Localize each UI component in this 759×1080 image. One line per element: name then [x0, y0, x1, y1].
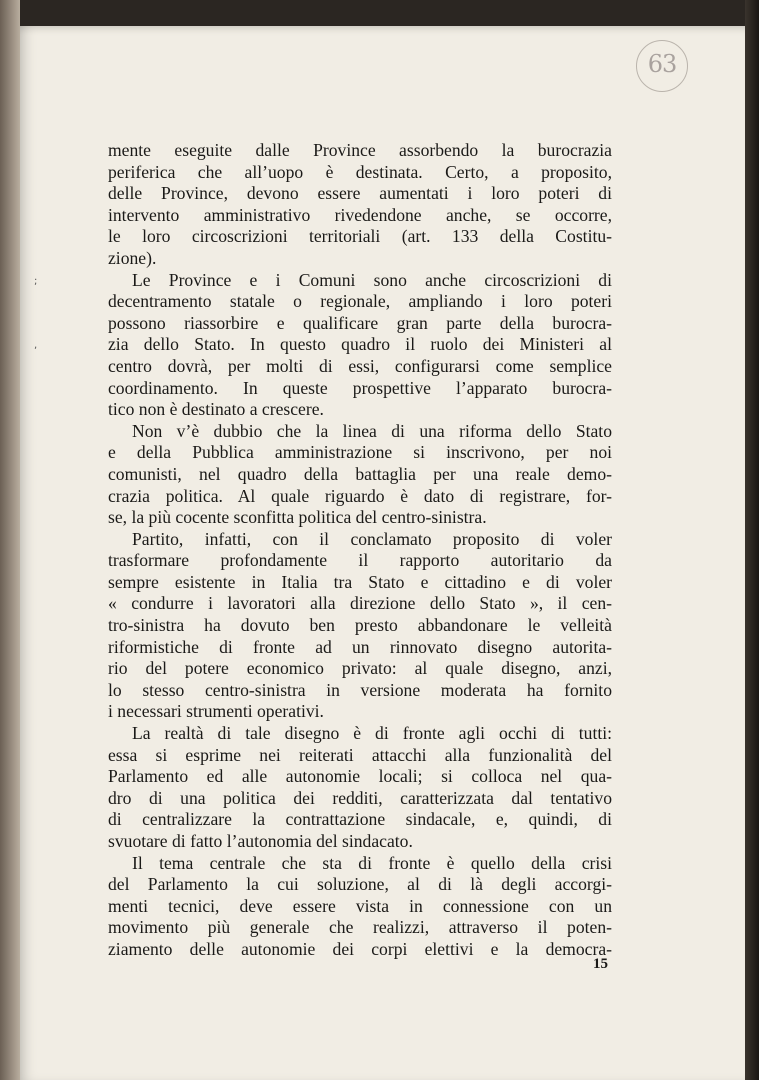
page-number: 15 [593, 956, 608, 972]
paragraph-2 [108, 270, 612, 421]
text-line: intervento amministrativo rivedendone anche, se occorre, [108, 204, 612, 225]
text-line: tico non è destinato a crescere. [108, 399, 324, 420]
text-line: coordinamento. In queste prospettive l’apparato burocra- [108, 377, 612, 398]
text-line: di centralizzare la contrattazione sindacale, e, quindi, di [108, 809, 612, 830]
text-line: periferica che all’uopo è destinata. Certo, a proposito, [108, 161, 612, 182]
text-line: delle Province, devono essere aumentati i loro poteri di [108, 183, 612, 204]
text-line: possono riassorbire e qualificare gran parte della burocra- [108, 312, 612, 333]
text-line: zia dello Stato. In questo quadro il ruolo dei Ministeri al [108, 334, 612, 355]
text-line: del Parlamento la cui soluzione, al di là degli accorgi- [108, 874, 612, 895]
text-line: comunisti, nel quadro della battaglia per una reale demo- [108, 463, 612, 484]
text-line: trasformare profondamente il rapporto autoritario da [108, 550, 612, 571]
text-line: La realtà di tale disegno è di fronte agli occhi di tutti: [132, 723, 612, 744]
text-line: svuotare di fatto l’autonomia del sindacato. [108, 831, 413, 851]
paragraph-4 [108, 529, 612, 723]
paragraph-6 [108, 853, 612, 961]
text-line: essa si esprime nei reiterati attacchi alla funzionalità del [108, 744, 612, 765]
text-line: tro-sinistra ha dovuto ben presto abbandonare le velleità [108, 615, 612, 636]
scan-top-edge [0, 0, 759, 26]
text-line: rio del potere economico privato: al quale disegno, anzi, [108, 658, 612, 679]
text-line: se, la più cocente sconfitta politica del centro-sinistra. [108, 507, 487, 528]
margin-mark: ; [34, 276, 38, 287]
paragraph-3 [108, 421, 612, 529]
text-line: ziamento delle autonomie dei corpi elettivi e la democra- [108, 938, 612, 959]
scan-right-edge [745, 0, 759, 1080]
text-line: « condurre i lavoratori alla direzione dello Stato », il cen- [108, 593, 612, 614]
text-line: sempre esistente in Italia tra Stato e cittadino e di voler [108, 571, 612, 592]
archive-stamp [636, 40, 690, 94]
text-line: centro dovrà, per molti di essi, configurarsi come semplice [108, 355, 612, 376]
text-line: Non v’è dubbio che la linea di una riforma dello Stato [132, 420, 612, 441]
paragraph-5 [108, 723, 612, 853]
text-line: mente eseguite dalle Province assorbendo la burocrazia [108, 140, 612, 160]
text-line: le loro circoscrizioni territoriali (art. 133 della Costitu- [108, 226, 612, 247]
text-line: dro di una politica dei redditi, caratterizzata dal tentativo [108, 787, 612, 808]
text-line: i necessari strumenti operativi. [108, 701, 324, 722]
text-line: menti tecnici, deve essere vista in connessione con un [108, 895, 612, 916]
text-line: lo stesso centro-sinistra in versione moderata ha fornito [108, 679, 612, 700]
body-text [108, 140, 612, 961]
text-line: e della Pubblica amministrazione si inscrivono, per noi [108, 442, 612, 463]
text-line: Le Province e i Comuni sono anche circoscrizioni di [132, 269, 612, 290]
paragraph-1 [108, 140, 612, 270]
text-line: Il tema centrale che sta di fronte è quello della crisi [132, 852, 612, 873]
margin-mark: , [34, 340, 38, 351]
text-line: riformistiche di fronte ad un rinnovato disegno autorita- [108, 636, 612, 657]
text-line: Parlamento ed alle autonomie locali; si colloca nel qua- [108, 766, 612, 787]
text-line: Partito, infatti, con il conclamato proposito di voler [132, 528, 612, 549]
scan-left-edge [0, 0, 20, 1080]
text-line: zione). [108, 247, 157, 268]
stamp-number: 63 [647, 50, 677, 78]
text-line: decentramento statale o regionale, ampliando i loro poteri [108, 291, 612, 312]
text-line: crazia politica. Al quale riguardo è dato di registrare, for- [108, 485, 612, 506]
text-line: movimento più generale che realizzi, attraverso il poten- [108, 917, 612, 938]
